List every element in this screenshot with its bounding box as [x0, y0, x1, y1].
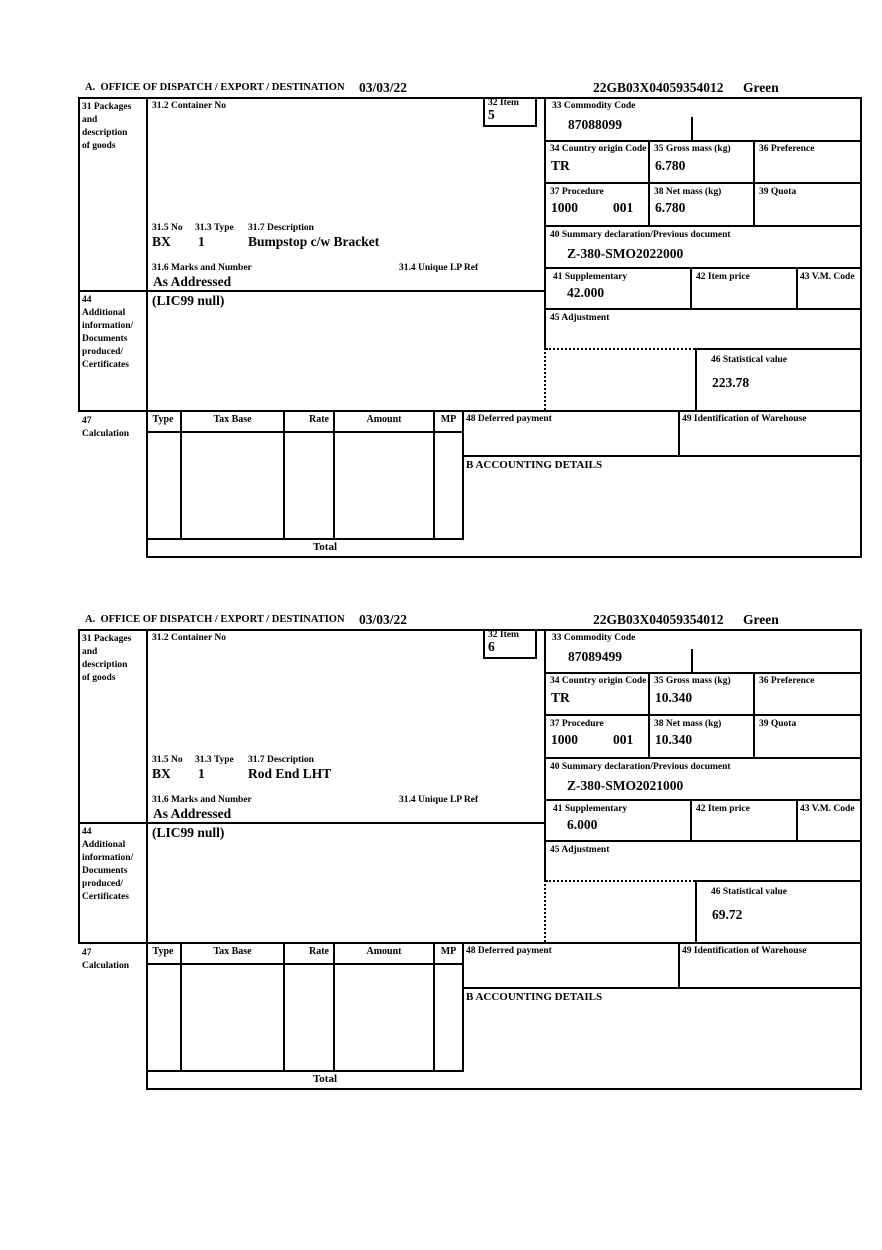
additional-info-value: (LIC99 null): [152, 293, 225, 308]
commodity-code-value: 87089499: [568, 649, 622, 664]
description-value: Rod End LHT: [248, 766, 332, 781]
statistical-value: 69.72: [712, 907, 743, 922]
grid-line: [146, 1070, 464, 1072]
container-no-label: 31.2 Container No: [152, 633, 226, 643]
package-type-value: 1: [198, 766, 205, 781]
marks-value: As Addressed: [153, 806, 232, 821]
calc-total-label: Total: [312, 1073, 338, 1085]
statistical-value-label: 46 Statistical value: [711, 887, 787, 897]
grid-line: [796, 267, 798, 308]
calc-col-mp: MP: [440, 414, 457, 425]
procedure-label: 37 Procedure: [550, 187, 604, 197]
item-form-grid: [78, 629, 862, 1090]
previous-document-value: Z-380-SMO2021000: [567, 778, 684, 793]
package-no-label: 31.5 No: [152, 223, 183, 233]
marks-value: As Addressed: [153, 274, 232, 289]
item-price-label: 42 Item price: [696, 272, 750, 282]
grid-line: [546, 672, 862, 674]
calc-col-type: Type: [152, 946, 174, 957]
supplementary-label: 41 Supplementary: [553, 804, 628, 814]
grid-line: [146, 431, 464, 433]
grid-line: [648, 672, 650, 757]
office-of-dispatch-label: A. OFFICE OF DISPATCH / EXPORT / DESTINATION: [85, 614, 345, 625]
dotted-boundary-line: [546, 880, 695, 882]
declaration-reference: 22GB03X04059354012: [593, 80, 724, 95]
grid-line: [333, 410, 335, 538]
commodity-code-divider: [691, 649, 693, 672]
grid-line: [678, 942, 680, 989]
supplementary-value: 42.000: [567, 285, 605, 300]
grid-line: [860, 629, 862, 1090]
grid-line: [753, 672, 755, 757]
grid-line: [78, 290, 546, 292]
grid-line: [546, 757, 862, 759]
grid-line: [544, 97, 546, 348]
calc-col-rate: Rate: [309, 414, 329, 425]
grid-line: [78, 629, 862, 631]
item-number-label: 32 Item: [488, 630, 519, 640]
package-no-label: 31.5 No: [152, 755, 183, 765]
routing-status: Green: [743, 80, 779, 95]
declaration-item-section: [78, 612, 864, 1107]
grid-line: [462, 455, 862, 457]
procedure-label: 37 Procedure: [550, 719, 604, 729]
grid-line: [78, 942, 862, 944]
adjustment-label: 45 Adjustment: [550, 313, 610, 323]
grid-line: [333, 942, 335, 1070]
item-number-value: 6: [488, 639, 495, 654]
deferred-payment-label: 48 Deferred payment: [466, 946, 552, 956]
grid-line: [180, 942, 182, 1070]
grid-line: [78, 97, 862, 99]
box31-label: 31 Packages and description of goods: [82, 634, 132, 683]
grid-line: [546, 840, 862, 842]
grid-line: [546, 267, 862, 269]
package-type-label: 31.3 Type: [195, 755, 234, 765]
country-origin-value: TR: [551, 690, 570, 705]
calc-col-taxbase: Tax Base: [213, 946, 252, 957]
package-type-value: 1: [198, 234, 205, 249]
dispatch-date: 03/03/22: [359, 612, 408, 627]
grid-line: [462, 987, 862, 989]
procedure-value: 1000: [551, 732, 578, 747]
package-no-value: BX: [152, 234, 171, 249]
net-mass-label: 38 Net mass (kg): [654, 187, 722, 197]
warehouse-id-label: 49 Identification of Warehouse: [682, 414, 807, 424]
grid-line: [546, 225, 862, 227]
description-label: 31.7 Description: [248, 223, 314, 233]
item-number-value: 5: [488, 107, 495, 122]
grid-line: [78, 822, 546, 824]
grid-line: [462, 410, 464, 540]
item-number-label: 32 Item: [488, 98, 519, 108]
grid-line: [146, 97, 148, 558]
preference-label: 36 Preference: [759, 676, 815, 686]
box44-label: 44 Additional information/ Documents produced/ Certificates: [82, 827, 134, 902]
quota-label: 39 Quota: [759, 187, 797, 197]
grid-line: [433, 942, 435, 1070]
grid-line: [146, 963, 464, 965]
commodity-code-value: 87088099: [568, 117, 622, 132]
procedure-code-value: 001: [613, 732, 634, 747]
gross-mass-value: 10.340: [655, 690, 693, 705]
gross-mass-label: 35 Gross mass (kg): [654, 676, 731, 686]
calc-col-rate: Rate: [309, 946, 329, 957]
item-number-box: [483, 97, 537, 127]
grid-line: [690, 799, 692, 840]
accounting-details-label: B ACCOUNTING DETAILS: [466, 991, 603, 1003]
warehouse-id-label: 49 Identification of Warehouse: [682, 946, 807, 956]
package-type-label: 31.3 Type: [195, 223, 234, 233]
commodity-code-label: 33 Commodity Code: [552, 633, 636, 643]
declaration-item-section: [78, 80, 864, 575]
procedure-value: 1000: [551, 200, 578, 215]
calc-col-type: Type: [152, 414, 174, 425]
vm-code-label: 43 V.M. Code: [800, 804, 855, 814]
calc-total-label: Total: [312, 541, 338, 553]
commodity-code-divider: [691, 117, 693, 140]
box31-label: 31 Packages and description of goods: [82, 102, 132, 151]
gross-mass-label: 35 Gross mass (kg): [654, 144, 731, 154]
grid-line: [546, 714, 862, 716]
grid-line: [78, 97, 80, 412]
dotted-boundary-line: [546, 348, 695, 350]
deferred-payment-label: 48 Deferred payment: [466, 414, 552, 424]
grid-line: [146, 538, 464, 540]
grid-line: [695, 880, 697, 942]
grid-line: [546, 140, 862, 142]
description-label: 31.7 Description: [248, 755, 314, 765]
previous-document-label: 40 Summary declaration/Previous document: [550, 230, 731, 240]
statistical-value-label: 46 Statistical value: [711, 355, 787, 365]
grid-line: [753, 140, 755, 225]
grid-line: [146, 1088, 862, 1090]
calc-col-amount: Amount: [366, 414, 402, 425]
previous-document-value: Z-380-SMO2022000: [567, 246, 684, 261]
grid-line: [462, 942, 464, 1072]
box47-label: 47 Calculation: [82, 416, 129, 439]
grid-line: [690, 267, 692, 308]
box47-label: 47 Calculation: [82, 948, 129, 971]
additional-info-value: (LIC99 null): [152, 825, 225, 840]
grid-line: [648, 140, 650, 225]
net-mass-value: 10.340: [655, 732, 693, 747]
office-of-dispatch-label: A. OFFICE OF DISPATCH / EXPORT / DESTINATION: [85, 82, 345, 93]
calc-col-mp: MP: [440, 946, 457, 957]
grid-line: [78, 629, 80, 944]
country-origin-value: TR: [551, 158, 570, 173]
grid-line: [796, 799, 798, 840]
grid-line: [695, 880, 862, 882]
item-number-box: [483, 629, 537, 659]
quota-label: 39 Quota: [759, 719, 797, 729]
grid-line: [860, 97, 862, 558]
grid-line: [146, 556, 862, 558]
grid-line: [283, 410, 285, 538]
vm-code-label: 43 V.M. Code: [800, 272, 855, 282]
country-origin-label: 34 Country origin Code: [550, 676, 647, 686]
marks-label: 31.6 Marks and Number: [152, 795, 252, 805]
grid-line: [695, 348, 697, 410]
package-no-value: BX: [152, 766, 171, 781]
calc-col-amount: Amount: [366, 946, 402, 957]
grid-line: [433, 410, 435, 538]
net-mass-value: 6.780: [655, 200, 686, 215]
commodity-code-label: 33 Commodity Code: [552, 101, 636, 111]
container-no-label: 31.2 Container No: [152, 101, 226, 111]
grid-line: [544, 629, 546, 880]
preference-label: 36 Preference: [759, 144, 815, 154]
previous-document-label: 40 Summary declaration/Previous document: [550, 762, 731, 772]
description-value: Bumpstop c/w Bracket: [248, 234, 380, 249]
declaration-reference: 22GB03X04059354012: [593, 612, 724, 627]
dotted-boundary-line: [544, 348, 546, 410]
grid-line: [78, 410, 862, 412]
grid-line: [180, 410, 182, 538]
statistical-value: 223.78: [712, 375, 750, 390]
dotted-boundary-line: [544, 880, 546, 942]
marks-label: 31.6 Marks and Number: [152, 263, 252, 273]
grid-line: [283, 942, 285, 1070]
dispatch-date: 03/03/22: [359, 80, 408, 95]
gross-mass-value: 6.780: [655, 158, 686, 173]
item-price-label: 42 Item price: [696, 804, 750, 814]
procedure-code-value: 001: [613, 200, 634, 215]
net-mass-label: 38 Net mass (kg): [654, 719, 722, 729]
supplementary-value: 6.000: [567, 817, 598, 832]
adjustment-label: 45 Adjustment: [550, 845, 610, 855]
supplementary-label: 41 Supplementary: [553, 272, 628, 282]
item-form-grid: [78, 97, 862, 558]
grid-line: [546, 799, 862, 801]
unique-lp-ref-label: 31.4 Unique LP Ref: [399, 795, 479, 805]
grid-line: [546, 182, 862, 184]
accounting-details-label: B ACCOUNTING DETAILS: [466, 459, 603, 471]
grid-line: [695, 348, 862, 350]
unique-lp-ref-label: 31.4 Unique LP Ref: [399, 263, 479, 273]
box44-label: 44 Additional information/ Documents produced/ Certificates: [82, 295, 134, 370]
grid-line: [146, 629, 148, 1090]
routing-status: Green: [743, 612, 779, 627]
country-origin-label: 34 Country origin Code: [550, 144, 647, 154]
calc-col-taxbase: Tax Base: [213, 414, 252, 425]
grid-line: [546, 308, 862, 310]
grid-line: [678, 410, 680, 457]
